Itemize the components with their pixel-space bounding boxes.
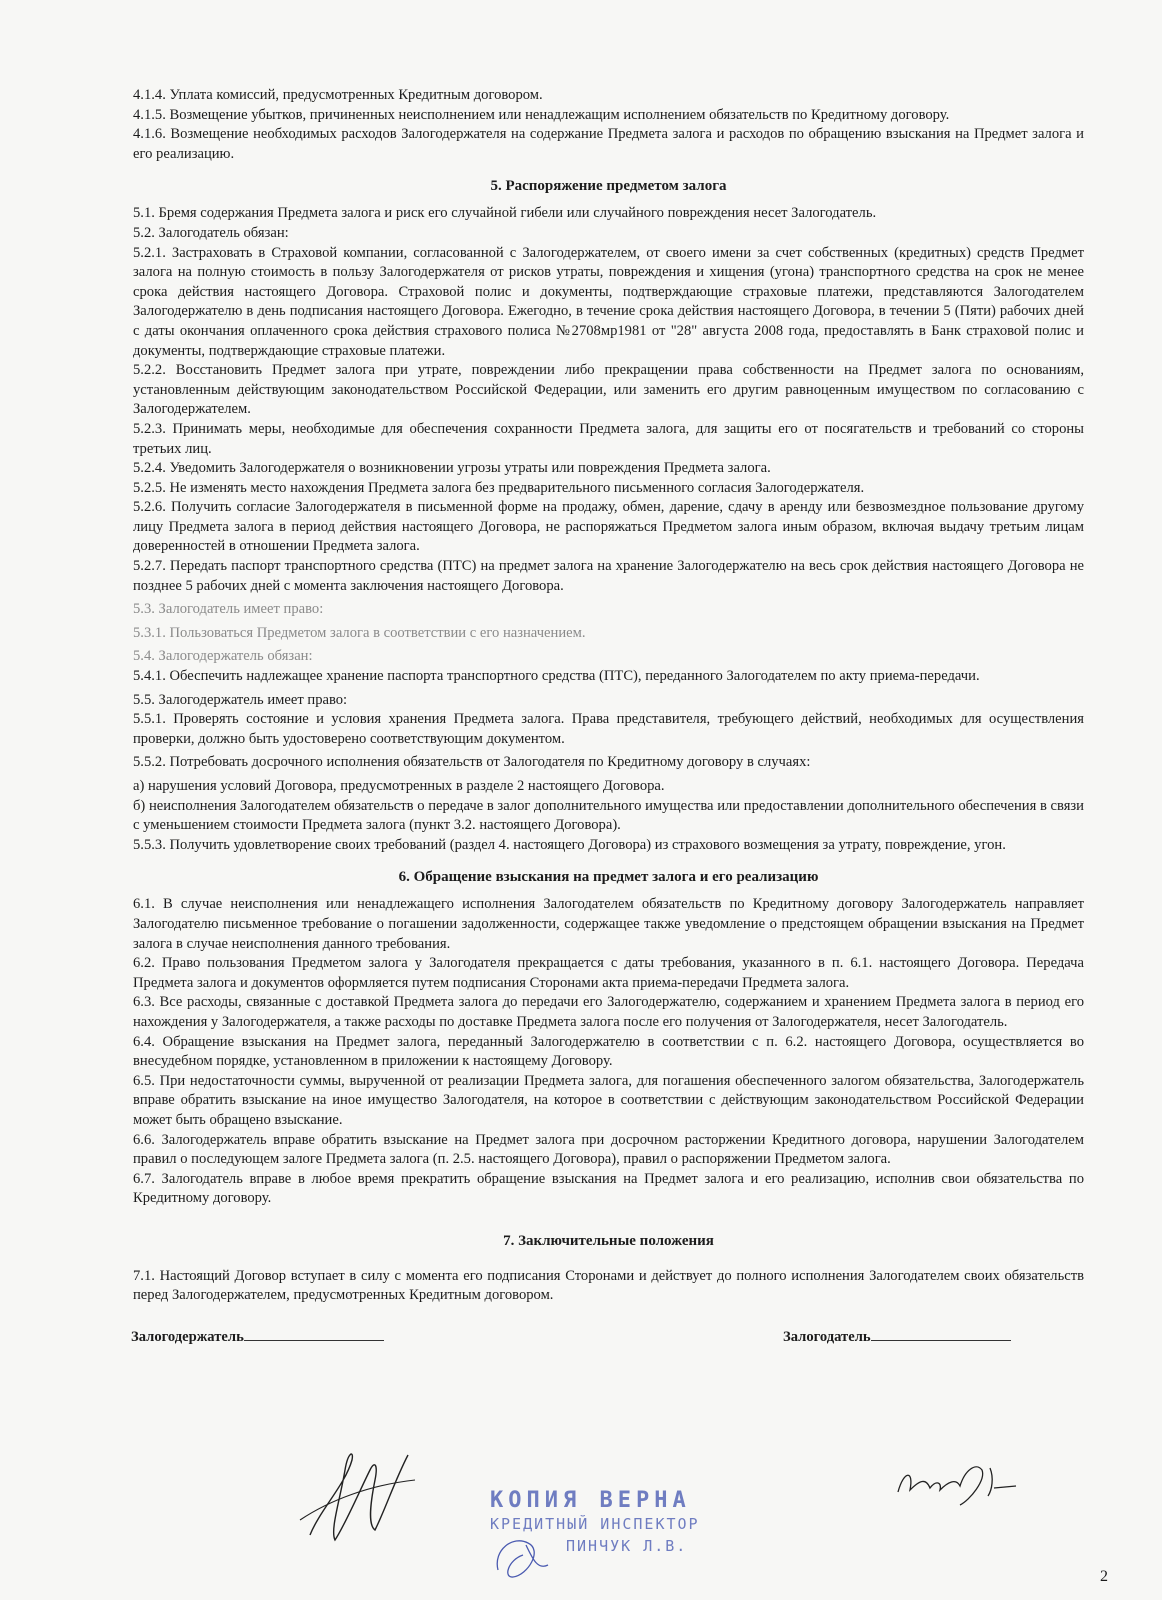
- clause-6-6: 6.6. Залогодержатель вправе обратить взыскание на Предмет залога при досрочном расторжении Кредитного договора, нарушении Залогодателем правил о последующем залоге Предмета залога (п. 2.5. настоящего Договора), правил о распоряжении Предметом залога.: [133, 1131, 1084, 1168]
- clause-6-1: 6.1. В случае неисполнения или ненадлежащего исполнения Залогодателем обязательств по Кредитному договору Залогодержатель направляет Залогодателю письменное требование о погашении задолженности, содержащее также уведомление о предстоящем обращении взыскания на Предмет залога в случае неисполнения данного требования.: [133, 896, 1084, 952]
- pledgor-signature-line: [871, 1324, 1011, 1341]
- clause-5-4-1: 5.4.1. Обеспечить надлежащее хранение паспорта транспортного средства (ПТС), переданного Залогодателем по акту приема-передачи.: [133, 668, 980, 685]
- stamp-line-3: ПИНЧУК Л.В.: [566, 1537, 688, 1555]
- clause-6-5: 6.5. При недостаточности суммы, вырученной от реализации Предмета залога, для погашения обеспеченного залогом обязательства, Залогодержатель вправе обратить взыскание на иное имущество Залогодателя, на которое в соответствии с действующим законодательством Российской Федерации может быть обращено взыскание.: [133, 1072, 1084, 1128]
- clause-5-2-7: 5.2.7. Передать паспорт транспортного средства (ПТС) на предмет залога на хранение Залогодержателю на весь срок действия настоящего Договора не позднее 5 рабочих дней с момента заключения настоящего Договора.: [133, 558, 1084, 594]
- clause-6-2: 6.2. Право пользования Предметом залога у Залогодателя прекращается с даты требования, указанного в п. 6.1. настоящего Договора. Передача Предмета залога и документов оформляется путем подписания Сторонами акта приема-передачи Предмета залога.: [133, 955, 1084, 991]
- clause-6-3: 6.3. Все расходы, связанные с доставкой Предмета залога до передачи его Залогодержателю, содержанием и хранением Предмета залога в период его нахождения у Залогодержателя, а также расходы по доставке Предмета залога после его получения от Залогодержателя, несет Залогодатель.: [133, 994, 1084, 1030]
- clause-5-3-1: 5.3.1. Пользоваться Предметом залога в соответствии с его назначением.: [133, 624, 586, 641]
- clause-5-5-1: 5.5.1. Проверять состояние и условия хранения Предмета залога. Права представителя, требующего действий, необходимых для осуществления проверки, должно быть удостоверено соответствующим документом.: [133, 711, 1084, 747]
- page-number: 2: [1100, 1568, 1108, 1585]
- clause-4-1-4: 4.1.4. Уплата комиссий, предусмотренных Кредитным договором.: [133, 87, 543, 103]
- pledgor-signature-block: [783, 1324, 1011, 1346]
- pledgor-handwritten-signature: [890, 1460, 1020, 1510]
- pledgee-signature-line: [244, 1324, 384, 1341]
- clause-5-5: 5.5. Залогодержатель имеет право:: [133, 691, 348, 708]
- clause-5-2-5: 5.2.5. Не изменять место нахождения Предмета залога без предварительного письменного согласия Залогодержателя.: [133, 479, 865, 496]
- clause-5-2: 5.2. Залогодатель обязан:: [133, 224, 289, 241]
- clause-5-5-2: 5.5.2. Потребовать досрочного исполнения обязательств от Залогодателя по Кредитному договору в случаях:: [133, 754, 811, 771]
- clause-5-2-3: 5.2.3. Принимать меры, необходимые для обеспечения сохранности Предмета залога, для защиты его от посягательств и требований со стороны третьих лиц.: [133, 420, 1084, 457]
- clause-7-1: 7.1. Настоящий Договор вступает в силу с момента его подписания Сторонами и действует до полного исполнения Залогодателем своих обязательств перед Залогодержателем, предусмотренных Кредитным договором.: [133, 1267, 1084, 1304]
- clause-5-5-2-b: б) неисполнения Залогодателем обязательств о передаче в залог дополнительного имущества или предоставлении дополнительного обеспечения в связи с уменьшением стоимости Предмета залога (пункт 3.2. настоящего Договора).: [133, 797, 1084, 834]
- section-6-body: [133, 895, 1084, 1209]
- stamp-line-2: КРЕДИТНЫЙ ИНСПЕКТОР: [490, 1515, 700, 1533]
- clause-5-2-4: 5.2.4. Уведомить Залогодержателя о возникновении угрозы утраты или повреждения Предмета залога.: [133, 460, 771, 477]
- stamp-signature: [488, 1525, 558, 1585]
- section-7-body: [133, 1267, 1084, 1306]
- section-7-title: 7. Заключительные положения: [503, 1232, 714, 1249]
- clause-5-5-2-a: а) нарушения условий Договора, предусмотренных в разделе 2 настоящего Договора.: [133, 778, 665, 794]
- top-clauses: [133, 86, 1084, 164]
- clause-5-5-3: 5.5.3. Получить удовлетворение своих требований (раздел 4. настоящего Договора) из страхового возмещения за утрату, повреждение, угон.: [133, 836, 1006, 853]
- section-6-title: 6. Обращение взыскания на предмет залога и его реализацию: [398, 869, 819, 886]
- section-5-title: 5. Распоряжение предметом залога: [490, 178, 727, 195]
- clause-4-1-5: 4.1.5. Возмещение убытков, причиненных неисполнением или ненадлежащим исполнением обязательств по Кредитному договору.: [133, 106, 950, 123]
- clause-5-2-6: 5.2.6. Получить согласие Залогодержателя в письменной форме на продажу, обмен, дарение, сдачу в аренду или безвозмездное пользование другому лицу Предмета залога в период действия настоящего Договора, не распоряжаться Предметом залога иным образом, включая выдачу третьим лицам доверенностей в отношении Предмета залога.: [133, 499, 1084, 555]
- clause-5-3: 5.3. Залогодатель имеет право:: [133, 601, 324, 618]
- clause-5-4: 5.4. Залогодержатель обязан:: [133, 648, 313, 665]
- clause-5-2-2: 5.2.2. Восстановить Предмет залога при утрате, повреждении либо прекращении права собственности на Предмет залога по основаниям, установленным действующим законодательством Российской Федерации, или заменить его другим равноценным имуществом по согласованию с Залогодержателем.: [133, 362, 1084, 418]
- clause-5-1: 5.1. Бремя содержания Предмета залога и риск его случайной гибели или случайного повреждения несет Залогодатель.: [133, 205, 877, 222]
- pledgor-label: Залогодатель: [783, 1329, 871, 1346]
- stamp-line-1: КОПИЯ ВЕРНА: [490, 1488, 691, 1513]
- pledgee-signature-block: [131, 1324, 384, 1346]
- clause-6-7: 6.7. Залогодатель вправе в любое время прекратить обращение взыскания на Предмет залога и его реализацию, исполнив свои обязательства по Кредитному договору.: [133, 1170, 1084, 1207]
- signature-row: [133, 1314, 1084, 1404]
- clause-4-1-6: 4.1.6. Возмещение необходимых расходов Залогодержателя на содержание Предмета залога и расходов по обращению взыскания на Предмет залога и его реализацию.: [133, 126, 1084, 162]
- pledgee-label: Залогодержатель: [131, 1329, 244, 1346]
- pledgee-handwritten-signature: [290, 1440, 430, 1550]
- clause-6-4: 6.4. Обращение взыскания на Предмет залога, переданный Залогодержателю в соответствии с п. 6.2. настоящего Договора, осуществляется во внесудебном порядке, установленном в приложении к настоящему Договору.: [133, 1033, 1084, 1070]
- clause-5-2-1: 5.2.1. Застраховать в Страховой компании, согласованной с Залогодержателем, от своего имени за счет собственных (кредитных) средств Предмет залога на полную стоимость в пользу Залогодержателя от рисков утраты, повреждения и хищения (угона) транспортного средства на срок не менее срока действия настоящего Договора. Страховой полис и документы, подтверждающие страховые платежи, представляются Залогодателем Залогодержателю в день подписания настоящего Договора. Ежегодно, в течение срока действия настоящего Договора, в течении 5 (Пяти) рабочих дней с даты окончания оплаченного срока действия страхового полиса №2708мр1981 от "28" августа 2008 года, предоставлять в Банк страховой полис и документы, подтверждающие страховые платежи.: [133, 244, 1084, 359]
- section-5-body: [133, 204, 1084, 855]
